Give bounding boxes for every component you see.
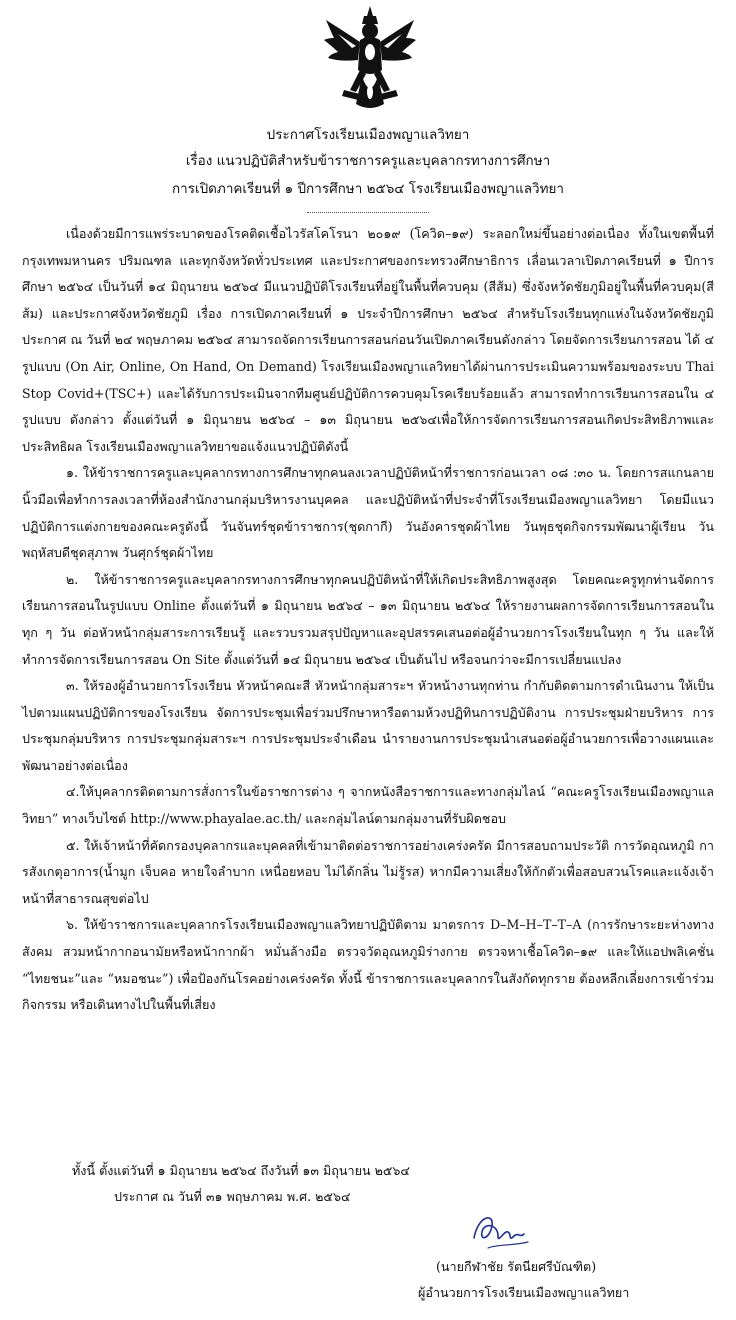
guideline-item-3: ๓. ให้รองผู้อำนวยการโรงเรียน หัวหน้าคณะสี หัวหน้ากลุ่มสาระฯ หัวหน้างานทุกท่าน กำกับติดตามการดำเนินงาน ให้เป็นไปตามแผนปฏิบัติการของโรงเรียน จัดการประชุมเพื่อร่วมปรึกษาหารือตามห้วงปฏิทินการปฏิบัติงาน การประชุมฝ่ายบริหาร การประชุมกลุ่มบริหาร การประชุมกลุ่มสาระฯ การประชุมประจำเดือน นำรายงานการประชุมนำเสนอต่อผู้อำนวยการเพื่อวางแผนและพัฒนาอย่างต่อเนื่อง [22, 678, 714, 773]
effective-period: ทั้งนี้ ตั้งแต่วันที่ ๑ มิถุนายน ๒๕๖๔ ถึงวันที่ ๑๓ มิถุนายน ๒๕๖๔ [72, 1163, 410, 1178]
garuda-emblem-icon [322, 4, 418, 114]
guideline-item-2: ๒. ให้ข้าราชการครูและบุคลากรทางการศึกษาทุกคนปฏิบัติหน้าที่ให้เกิดประสิทธิภาพสูงสุด โดยคณะครูทุกท่านจัดการเรียนการสอนในรูปแบบ Online ตั้งแต่วันที่ ๑ มิถุนายน ๒๕๖๔ – ๑๓ มิถุนายน ๒๕๖๔ ให้รายงานผลการจัดการเรียนการสอนในทุก ๆ วัน ต่อหัวหน้ากลุ่มสาระการเรียนรู้ และรวบรวมสรุปปัญหาและอุปสรรคเสนอต่อผู้อำนวยการโรงเรียนในทุก ๆ วัน และให้ทำการจัดการเรียนการสอน On Site ตั้งแต่วันที่ ๑๔ มิถุนายน ๒๕๖๔ เป็นต้นไป หรือจนกว่าจะมีการเปลี่ยนแปลง [22, 571, 714, 667]
announcement-subject-detail: การเปิดภาคเรียนที่ ๑ ปีการศึกษา ๒๕๖๔ โรงเรียนเมืองพญาแลวิทยา [171, 181, 565, 197]
announcement-subject: เรื่อง แนวปฏิบัติสำหรับข้าราชการครูและบุคลากรทางการศึกษา [185, 153, 551, 169]
guideline-item-4: ๔.ให้บุคลากรติดตามการสั่งการในข้อราชการต่าง ๆ จากหนังสือราชการและทางกลุ่มไลน์ “คณะครูโรงเรียนเมืองพญาแลวิทยา” ทางเว็บไซต์ http://www.phayalae.ac.th/ และกลุ่มไลน์ตามกลุ่มงานที่รับผิดชอบ [22, 784, 714, 827]
announcement-body [22, 221, 714, 1019]
announcement-date: ประกาศ ณ วันที่ ๓๑ พฤษภาคม พ.ศ. ๒๕๖๔ [114, 1189, 351, 1204]
header-divider [307, 212, 429, 213]
signatory-position: ผู้อำนวยการโรงเรียนเมืองพญาแลวิทยา [418, 1285, 630, 1300]
guideline-item-5: ๕. ให้เจ้าหน้าที่คัดกรองบุคลากรและบุคคลที่เข้ามาติดต่อราชการอย่างเคร่งครัด มีการสอบถามประวัติ การวัดอุณหภูมิ การสังเกตุอาการ(น้ำมูก เจ็บคอ หายใจลำบาก เหนื่อยหอบ ไม่ได้กลิ่น ไม่รู้รส) หากมีความเสี่ยงให้กักตัวเพื่อสอบสวนโรคและแจ้งเจ้าหน้าที่สาธารณสุขต่อไป [22, 837, 714, 906]
announcement-title: ประกาศโรงเรียนเมืองพญาแลวิทยา [266, 127, 470, 143]
signature-icon [468, 1208, 534, 1258]
guideline-item-1: ๑. ให้ข้าราชการครูและบุคลากรทางการศึกษาทุกคนลงเวลาปฏิบัติหน้าที่ราชการก่อนเวลา ๐๘ :๓๐ น. โดยการสแกนลายนิ้วมือเพื่อทำการลงเวลาที่ห้องสำนักงานกลุ่มบริหารงานบุคคล และปฏิบัติหน้าที่ประจำที่โรงเรียนเมืองพญาแลวิทยา โดยมีแนวปฏิบัติการแต่งกายของคณะครูดังนี้ วันจันทร์ชุดข้าราชการ(ชุดกากี) วันอังคารชุดผ้าไทย วันพุธชุดกิจกรรมพัฒนาผู้เรียน วันพฤหัสบดีชุดสุภาพ วันศุกร์ชุดผ้าไทย [22, 465, 714, 561]
guideline-item-6: ๖. ให้ข้าราชการและบุคลากรโรงเรียนเมืองพญาแลวิทยาปฏิบัติตาม มาตรการ D–M–H–T–T–A (การรักษาระยะห่างทางสังคม สวมหน้ากากอนามัยหรือหน้ากากผ้า หมั่นล้างมือ ตรวจวัดอุณหภูมิร่างกาย ตรวจหาเชื้อโควิด–๑๙ และให้แอปพลิเคชั่น “ไทยชนะ”และ “หมอชนะ”) เพื่อป้องกันโรคอย่างเคร่งครัด ทั้งนี้ ข้าราชการและบุคลากรในสังกัดทุกราย ต้องหลีกเลี่ยงการเข้าร่วมกิจกรรม หรือเดินทางไปในพื้นที่เสี่ยง [22, 917, 714, 1013]
signatory-name: (นายกีฬาชัย รัตนียศรีบัณฑิต) [436, 1259, 597, 1274]
intro-paragraph: เนื่องด้วยมีการแพร่ระบาดของโรคติดเชื้อไวรัสโคโรนา ๒๐๑๙ (โควิด–๑๙) ระลอกใหม่ขึ้นอย่างต่อเนื่อง ทั้งในเขตพื้นที่กรุงเทพมหานคร ปริมณฑล และทุกจังหวัดทั่วประเทศ และประกาศของกระทรวงศึกษาธิการ เลื่อนเวลาเปิดภาคเรียนที่ ๑ ปีการศึกษา ๒๕๖๔ เป็นวันที่ ๑๔ มิถุนายน ๒๕๖๔ มีแนวปฏิบัติโรงเรียนที่อยู่ในพื้นที่ควบคุม (สีส้ม) ซึ่งจังหวัดชัยภูมิอยู่ในพื้นที่ควบคุม(สีส้ม) และประกาศจังหวัดชัยภูมิ เรื่อง การเปิดภาคเรียนที่ ๑ ประจำปีการศึกษา ๒๕๖๔ สำหรับโรงเรียนทุกแห่งในจังหวัดชัยภูมิ ประกาศ ณ วันที่ ๒๔ พฤษภาคม ๒๕๖๔ สามารถจัดการเรียนการสอนก่อนวันเปิดภาคเรียนดังกล่าว โดยจัดการเรียนการสอน ได้ ๔ รูปแบบ (On Air, Online, On Hand, On Demand) โรงเรียนเมืองพญาแลวิทยาได้ผ่านการประเมินความพร้อมของระบบ Thai Stop Covid+(TSC+) และได้รับการประเมินจากทีมศูนย์ปฏิบัติการควบคุมโรคเรียบร้อยแล้ว สามารถทำการเรียนการสอนใน ๔ รูปแบบ ดังกล่าว ตั้งแต่วันที่ ๑ มิถุนายน ๒๕๖๔ – ๑๓ มิถุนายน ๒๕๖๔เพื่อให้การจัดการเรียนการสอนเกิดประสิทธิภาพและประสิทธิผล โรงเรียนเมืองพญาแลวิทยาขอแจ้งแนวปฏิบัติดังนี้ [22, 226, 714, 454]
